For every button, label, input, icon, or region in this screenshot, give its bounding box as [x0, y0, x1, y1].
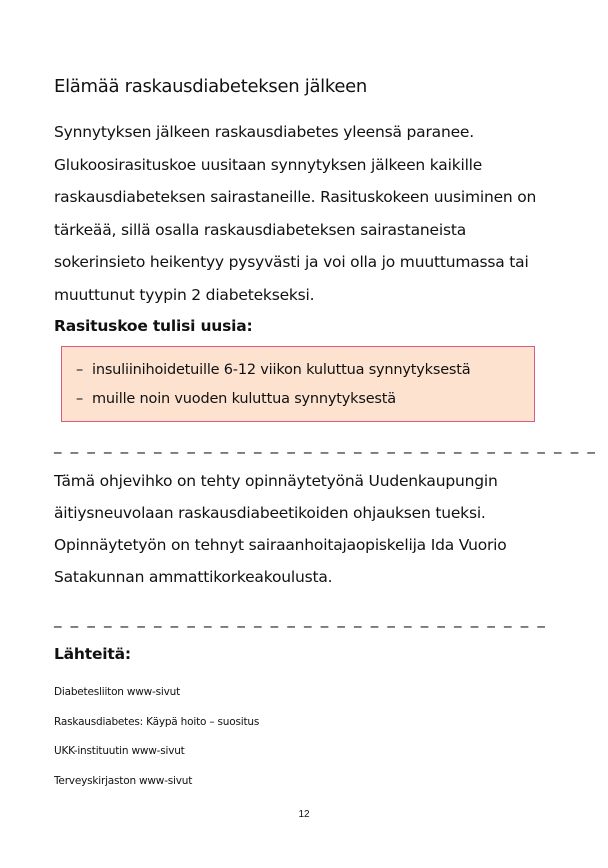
retest-list [76, 356, 534, 414]
source-item: UKK-instituutin www-sivut [54, 745, 185, 757]
retest-item [76, 356, 534, 385]
sources-list [54, 678, 259, 796]
retest-item-text: insuliinihoidetuille 6-12 viikon kuluttua synnytyksestä [92, 362, 471, 378]
intro-line: tärkeää, sillä osalla raskausdiabeteksen sairastaneista [54, 220, 467, 239]
intro-line: sokerinsieto heikentyy pysyvästi ja voi olla jo muuttumassa tai [54, 253, 529, 271]
page-number: 12 [298, 809, 310, 820]
separator-line: _ _ _ _ _ _ _ _ _ _ _ _ _ _ _ _ _ _ _ _ _ _ _ _ _ _ _ _ _ _ _ _ _ [54, 436, 598, 454]
about-paragraph [54, 465, 564, 593]
source-item: Raskausdiabetes: Käypä hoito – suositus [54, 715, 260, 728]
about-line: äitiysneuvolaan raskausdiabeetikoiden ohjauksen tueksi. [54, 504, 486, 522]
intro-line: muuttunut tyypin 2 diabetekseksi. [54, 285, 315, 304]
retest-item-text: muille noin vuoden kuluttua synnytyksestä [92, 391, 396, 407]
retest-box [61, 346, 535, 422]
page-title: Elämää raskausdiabeteksen jälkeen [54, 76, 368, 97]
intro-line: Glukoosirasituskoe uusitaan synnytyksen jälkeen kaikille [54, 155, 483, 174]
intro-paragraph [54, 116, 564, 311]
about-line: Opinnäytetyön on tehnyt sairaanhoitajaopiskelija Ida Vuorio [54, 536, 507, 554]
bullet-dash: – [76, 362, 84, 378]
separator-line: _ _ _ _ _ _ _ _ _ _ _ _ _ _ _ _ _ _ _ _ _ _ _ _ _ _ _ _ _ _ [54, 610, 548, 628]
retest-heading: Rasituskoe tulisi uusia: [54, 317, 253, 335]
sources-heading: Lähteitä: [54, 645, 131, 663]
retest-item [76, 385, 534, 414]
about-line: Satakunnan ammattikorkeakoulusta. [54, 568, 333, 586]
intro-line: raskausdiabeteksen sairastaneille. Rasituskokeen uusiminen on [54, 188, 537, 206]
source-item: Terveyskirjaston www-sivut [54, 774, 193, 787]
bullet-dash: – [76, 391, 84, 407]
source-item: Diabetesliiton www-sivut [54, 686, 181, 698]
about-line: Tämä ohjevihko on tehty opinnäytetyönä Uudenkaupungin [54, 472, 498, 490]
intro-line: Synnytyksen jälkeen raskausdiabetes yleensä paranee. [54, 123, 474, 141]
